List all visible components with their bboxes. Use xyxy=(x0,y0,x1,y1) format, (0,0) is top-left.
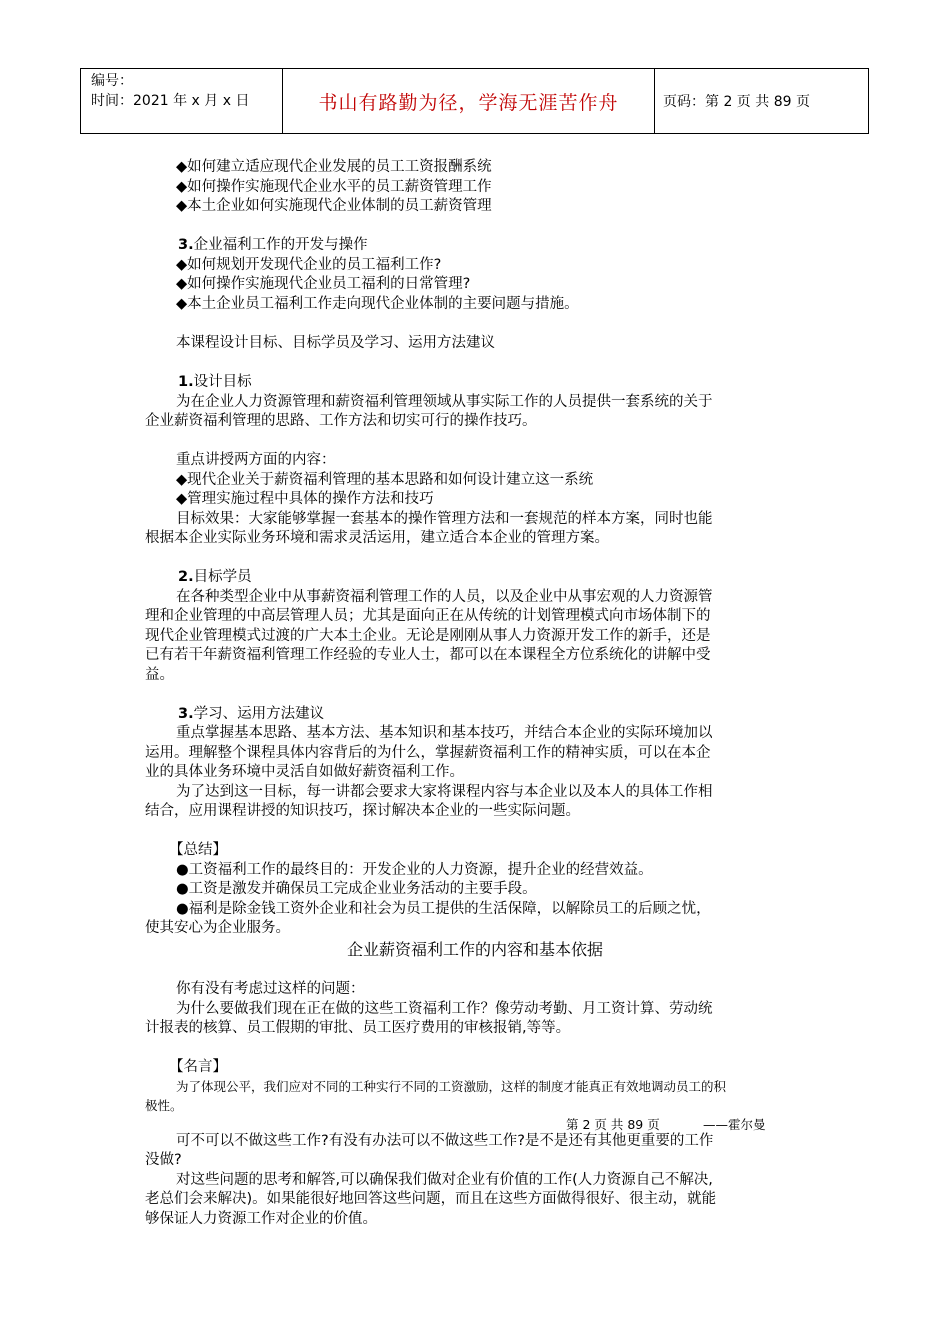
paragraph-line: 可不可以不做这些工作?有没有办法可以不做这些工作?是不是还有其他更重要的工作 xyxy=(176,1133,714,1149)
quote-text: 极性。 xyxy=(145,1098,183,1113)
date-label: 时间：2021 年 x 月 x 日 xyxy=(91,93,250,109)
bullet-line: ◆本土企业员工福利工作走向现代企业体制的主要问题与措施。 xyxy=(176,296,579,312)
paragraph-line: 没做? xyxy=(145,1152,182,1168)
section-title: 目标学员 xyxy=(193,569,252,585)
section-title: 设计目标 xyxy=(193,374,252,390)
summary-item: ●福利是除金钱工资外企业和社会为员工提供的生活保障，以解除员工的后顾之忧， xyxy=(176,901,711,917)
section-number: 1. xyxy=(178,374,194,390)
paragraph-line: 业的具体业务环境中灵活自如做好薪资福利工作。 xyxy=(145,764,464,780)
section-heading xyxy=(178,568,252,587)
course-title: 本课程设计目标、目标学员及学习、运用方法建议 xyxy=(176,335,495,351)
bullet-line: ◆如何规划开发现代企业的员工福利工作? xyxy=(176,257,442,273)
paragraph-line: 对这些问题的思考和解答,可以确保我们做对企业有价值的工作(人力资源自己不解决, xyxy=(176,1172,713,1188)
paragraph-line: 为什么要做我们现在正在做的这些工资福利工作？像劳动考勤、月工资计算、劳动统 xyxy=(176,1001,713,1017)
bullet-line: ◆如何操作实施现代企业员工福利的日常管理? xyxy=(176,276,471,292)
section-number: 3. xyxy=(178,706,194,722)
section-title: 学习、运用方法建议 xyxy=(193,706,325,722)
section-heading xyxy=(178,705,324,724)
paragraph-line: 运用。理解整个课程具体内容背后的为什么，掌握薪资福利工作的精神实质，可以在本企 xyxy=(145,745,711,761)
bullet-line: ◆本土企业如何实施现代企业体制的员工薪资管理 xyxy=(176,198,492,214)
bullet-line: ◆现代企业关于薪资福利管理的基本思路和如何设计建立这一系统 xyxy=(176,472,594,488)
paragraph-line: 老总们会来解决)。如果能很好地回答这些问题，而且在这些方面做得很好、很主动，就能 xyxy=(145,1191,717,1207)
quote-title: 【名言】 xyxy=(169,1059,227,1075)
paragraph-line: 现代企业管理模式过渡的广大本土企业。无论是刚刚从事人力资源开发工作的新手，还是 xyxy=(145,628,711,644)
paragraph-line: 已有若干年薪资福利管理工作经验的专业人士，都可以在本课程全方位系统化的讲解中受 xyxy=(145,647,711,663)
quote-author: ——霍尔曼 xyxy=(703,1117,766,1132)
paragraph-line: 重点掌握基本思路、基本方法、基本知识和基本技巧，并结合本企业的实际环境加以 xyxy=(176,725,713,741)
paragraph-line: 够保证人力资源工作对企业的价值。 xyxy=(145,1211,377,1227)
paragraph-line: 企业薪资福利管理的思路、工作方法和切实可行的操作技巧。 xyxy=(145,413,537,429)
paragraph-line: 为了达到这一目标，每一讲都会要求大家将课程内容与本企业以及本人的具体工作相 xyxy=(176,784,713,800)
paragraph-line: 为在企业人力资源管理和薪资福利管理领域从事实际工作的人员提供一套系统的关于 xyxy=(176,394,713,410)
summary-item: 使其安心为企业服务。 xyxy=(145,920,290,936)
paragraph-line: 计报表的核算、员工假期的审批、员工医疗费用的审核报销,等等。 xyxy=(145,1020,571,1036)
quote-text: 为了体现公平，我们应对不同的工种实行不同的工资激励，这样的制度才能真正有效地调动员工的积 xyxy=(176,1079,727,1094)
section-title: 企业福利工作的开发与操作 xyxy=(193,237,368,253)
paragraph-line: 在各种类型企业中从事薪资福利管理工作的人员，以及企业中从事宏观的人力资源管 xyxy=(176,589,713,605)
page-label: 页码：第 2 页 共 89 页 xyxy=(663,94,810,110)
chapter-title: 企业薪资福利工作的内容和基本依据 xyxy=(346,940,603,959)
paragraph-line: 根据本企业实际业务环境和需求灵活运用，建立适合本企业的管理方案。 xyxy=(145,530,609,546)
bullet-line: ◆如何操作实施现代企业水平的员工薪资管理工作 xyxy=(176,179,492,195)
summary-item: ●工资福利工作的最终目的：开发企业的人力资源，提升企业的经营效益。 xyxy=(176,862,653,878)
header-meta-cell xyxy=(81,69,283,133)
summary-item: ●工资是激发并确保员工完成企业业务活动的主要手段。 xyxy=(176,881,537,897)
summary-title: 【总结】 xyxy=(169,842,227,858)
motto: 书山有路勤为径，学海无涯苦作舟 xyxy=(283,69,655,133)
bullet-line: ◆管理实施过程中具体的操作方法和技巧 xyxy=(176,491,434,507)
paragraph-line: 你有没有考虑过这样的问题： xyxy=(176,981,365,997)
section-number: 3. xyxy=(178,237,194,253)
paragraph-line: 益。 xyxy=(145,667,174,683)
paragraph-line: 目标效果：大家能够掌握一套基本的操作管理方法和一套规范的样本方案，同时也能 xyxy=(176,511,713,527)
header-table xyxy=(80,68,869,134)
paragraph-line: 结合，应用课程讲授的知识技巧，探讨解决本企业的一些实际问题。 xyxy=(145,803,580,819)
bullet-line: ◆如何建立适应现代企业发展的员工工资报酬系统 xyxy=(176,159,492,175)
section-heading xyxy=(178,373,252,392)
number-label: 编号： xyxy=(91,73,133,89)
section-number: 2. xyxy=(178,569,194,585)
section-heading xyxy=(178,236,368,255)
paragraph-line: 重点讲授两方面的内容： xyxy=(176,452,336,468)
paragraph-line: 理和企业管理的中高层管理人员；尤其是面向正在从传统的计划管理模式向市场体制下的 xyxy=(145,608,711,624)
page-footer: 第 2 页 共 89 页 xyxy=(566,1117,660,1132)
